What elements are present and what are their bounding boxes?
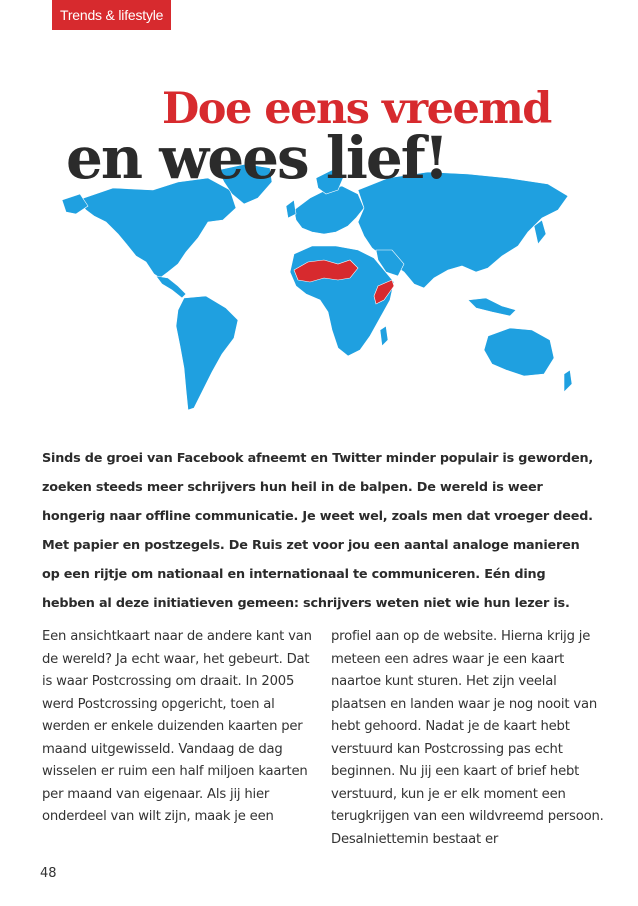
indonesia — [468, 298, 516, 316]
world-map — [58, 160, 578, 420]
new-zealand — [564, 370, 572, 392]
madagascar — [380, 326, 388, 346]
south-america — [176, 296, 238, 410]
uk — [286, 200, 296, 218]
intro-paragraph: Sinds de groei van Facebook afneemt en Twitter minder populair is geworden, zoeken steeds meer schrijvers hun heil in de balpen. De wereld is weer hongerig naar offline communicatie. Je weet wel, zoals men dat vroeger deed. Met papier en postzegels. De Ruis zet voor jou een aantal analoge manieren op een rijtje om nationaal en internationaal te communiceren. Eén ding hebben al deze initiatieven gemeen: schrijvers weten niet wie hun lezer is. — [42, 451, 594, 611]
north-america — [78, 178, 236, 278]
australia — [484, 328, 554, 376]
body-column-right: profiel aan op de website. Hierna krijg je meteen een adres waar je een kaart naartoe kunt sturen. Het zijn veelal plaatsen en landen waar je nog nooit van hebt gehoord. Nadat je de kaart hebt verstuurd kan Postcrossing pas echt beginnen. Nu jij een kaart of brief hebt verstuurd, kun je er elk moment een terugkrijgen van een wildvreemd persoon. Desalniettemin bestaat er — [331, 629, 604, 847]
alaska — [62, 194, 88, 214]
title-line-1: Doe eens vreemd — [162, 84, 551, 134]
page-number: 48 — [40, 866, 57, 881]
body-column-left: Een ansichtkaart naar de andere kant van de wereld? Ja echt waar, het gebeurt. Dat is waar Postcrossing om draait. In 2005 werd Postcrossing opgericht, toen al werden er enkele duizenden kaarten per maand uitgewisseld. Vandaag de dag wisselen er ruim een half miljoen kaarten per maand van eigenaar. Als jij hier onderdeel van wilt zijn, maak je een — [42, 629, 312, 824]
section-tag: Trends & lifestyle — [52, 0, 171, 30]
central-america — [156, 276, 186, 298]
title-line-2: en wees lief! — [66, 124, 448, 192]
